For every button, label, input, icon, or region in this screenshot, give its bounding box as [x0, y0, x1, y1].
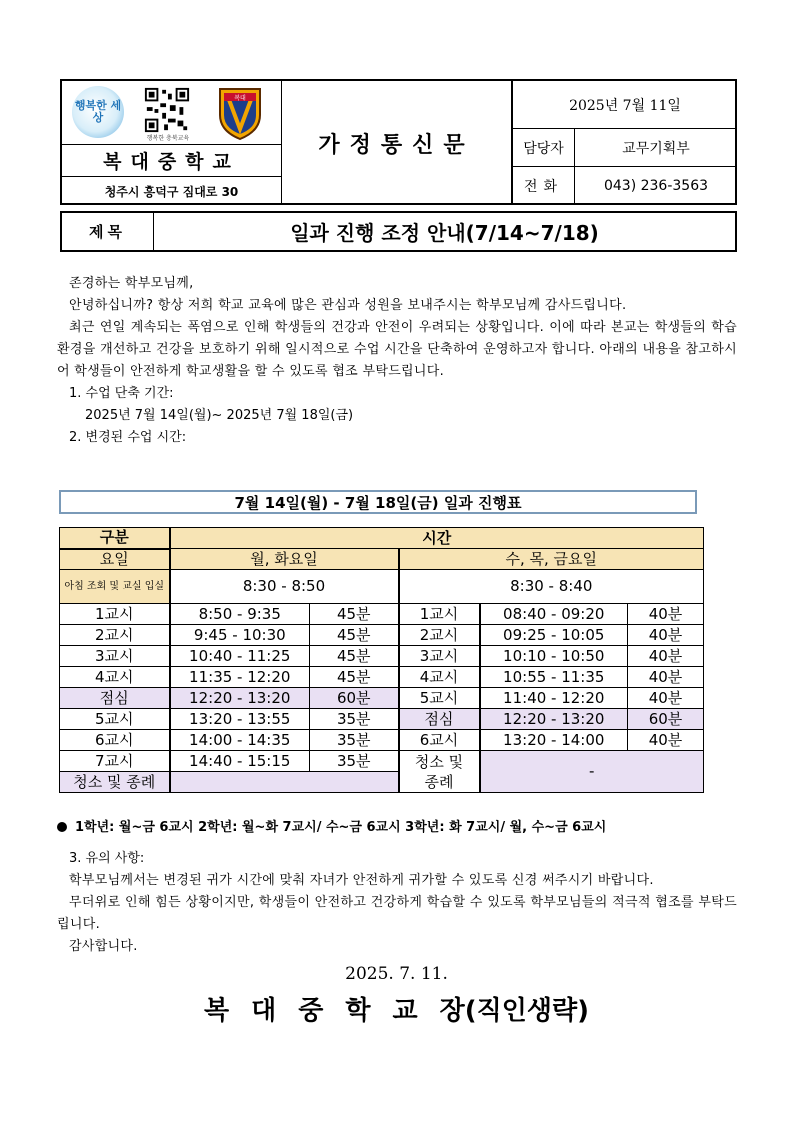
g2-lunch-duration: 60분	[628, 709, 704, 730]
day-row	[60, 549, 704, 570]
subject-box	[60, 211, 737, 252]
g1-period-time: 10:40 - 11:25	[170, 646, 310, 667]
g2-cleanup-value: -	[480, 751, 704, 793]
paragraph-thanks: 안녕하십니까? 항상 저희 학교 교육에 많은 관심과 성원을 보내주시는 학부모님께 감사드립니다.	[69, 298, 627, 313]
g2-period-time: 08:40 - 09:20	[480, 604, 628, 625]
g2-period-time: 10:55 - 11:35	[480, 667, 628, 688]
g1-period-time: 8:50 - 9:35	[170, 604, 310, 625]
closing-thanks: 감사합니다.	[69, 939, 138, 954]
assembly-label: 아침 조회 및 교실 입실	[60, 570, 170, 604]
subject-label: 제목	[62, 213, 154, 250]
g1-period-duration: 35분	[310, 709, 399, 730]
emblem-text: 복대	[234, 95, 246, 102]
g2-period-duration: 40분	[628, 625, 704, 646]
g1-period-duration: 45분	[310, 667, 399, 688]
manager-label: 담당자	[513, 129, 575, 167]
table-row	[60, 688, 704, 709]
g2-period-time: 11:40 - 12:20	[480, 688, 628, 709]
group2-days: 수, 목, 금요일	[399, 549, 704, 570]
assembly-group1: 8:30 - 8:50	[170, 570, 399, 604]
item-changed-time: 2. 변경된 수업 시간:	[69, 430, 187, 445]
table-row	[60, 667, 704, 688]
phone-value: 043) 236-3563	[603, 178, 709, 194]
g2-period-duration: 40분	[628, 688, 704, 709]
g1-lunch-time: 12:20 - 13:20	[170, 688, 310, 709]
g1-period-label: 6교시	[60, 730, 170, 751]
table-header-row	[60, 528, 704, 549]
g2-period-time: 13:20 - 14:00	[480, 730, 628, 751]
g2-period-label: 4교시	[399, 667, 480, 688]
signature-name	[0, 990, 793, 1027]
g2-lunch-label: 점심	[399, 709, 480, 730]
header-category: 구분	[60, 528, 170, 549]
g2-period-label: 6교시	[399, 730, 480, 751]
g2-period-label: 1교시	[399, 604, 480, 625]
education-slogan-logo: 행복한 세상	[72, 86, 124, 138]
letter-body	[57, 273, 737, 449]
manager-value: 교무기획부	[575, 129, 737, 167]
g1-cleanup-label: 청소 및 종례	[60, 772, 170, 793]
g1-lunch-duration: 60분	[310, 688, 399, 709]
g2-period-label: 3교시	[399, 646, 480, 667]
caution-1: 학부모님께서는 변경된 귀가 시간에 맞춰 자녀가 안전하게 귀가할 수 있도록 신경 써주시기 바랍니다.	[69, 873, 654, 888]
table-row	[60, 604, 704, 625]
day-label: 요일	[60, 549, 170, 570]
signature-suffix: 장(직인생략)	[439, 996, 589, 1026]
g2-period-duration: 40분	[628, 604, 704, 625]
cautions-heading: 3. 유의 사항:	[69, 851, 145, 866]
header-time: 시간	[170, 528, 704, 549]
g2-period-label: 5교시	[399, 688, 480, 709]
grade-note-text: 1학년: 월~금 6교시 2학년: 월~화 7교시/ 수~금 6교시 3학년: 화 7교시/ 월, 수~금 6교시	[75, 820, 607, 835]
g1-period-time: 13:20 - 13:55	[170, 709, 310, 730]
g1-period-duration: 45분	[310, 604, 399, 625]
g1-period-duration: 45분	[310, 625, 399, 646]
g1-period-label: 1교시	[60, 604, 170, 625]
g2-period-duration: 40분	[628, 730, 704, 751]
assembly-row	[60, 570, 704, 604]
g1-period-duration: 35분	[310, 751, 399, 772]
letter-header	[60, 79, 737, 205]
grade-note	[57, 816, 606, 835]
paragraph-main: 최근 연일 계속되는 폭염으로 인해 학생들의 건강과 안전이 우려되는 상황입니다. 이에 따라 본교는 학생들의 학습 환경을 개선하고 건강을 보호하기 위해 일시적으로 수업 시간을 단축하여 운영하고자 합니다. 아래의 내용을 참고하시어 학생들이 안전하게 학교생활을 할 수 있도록 협조 부탁드립니다.	[57, 320, 737, 379]
greeting: 존경하는 학부모님께,	[69, 276, 194, 291]
item-period: 1. 수업 단축 기간:	[69, 386, 174, 401]
cautions	[57, 848, 737, 958]
g1-lunch-label: 점심	[60, 688, 170, 709]
table-row	[60, 730, 704, 751]
g1-period-label: 4교시	[60, 667, 170, 688]
issue-date: 2025년 7월 11일	[513, 81, 737, 129]
schedule-table	[59, 527, 704, 793]
table-row	[60, 751, 704, 772]
g1-period-time: 14:40 - 15:15	[170, 751, 310, 772]
g2-period-duration: 40분	[628, 667, 704, 688]
phone-label: 전화	[513, 167, 575, 205]
g2-period-duration: 40분	[628, 646, 704, 667]
qr-caption: 행복한 충북교육	[146, 135, 190, 142]
g1-period-time: 9:45 - 10:30	[170, 625, 310, 646]
caution-2: 무더위로 인해 힘든 상황이지만, 학생들이 안전하고 건강하게 학습할 수 있도록 학부모님들의 적극적 협조를 부탁드립니다.	[57, 895, 737, 932]
g2-period-time: 09:25 - 10:05	[480, 625, 628, 646]
g1-period-time: 14:00 - 14:35	[170, 730, 310, 751]
signature-school: 복대중학교	[204, 996, 440, 1026]
school-address: 청주시 흥덕구 짐대로 30	[62, 177, 282, 205]
subject-value: 일과 진행 조정 안내(7/14~7/18)	[290, 221, 599, 245]
document-title: 가정통신문	[282, 81, 513, 205]
schedule-title: 7월 14일(월) - 7월 18일(금) 일과 진행표	[59, 490, 697, 514]
g2-period-time: 10:10 - 10:50	[480, 646, 628, 667]
g2-lunch-time: 12:20 - 13:20	[480, 709, 628, 730]
g1-period-duration: 35분	[310, 730, 399, 751]
table-row	[60, 646, 704, 667]
g1-period-label: 2교시	[60, 625, 170, 646]
g1-period-duration: 45분	[310, 646, 399, 667]
g1-period-time: 11:35 - 12:20	[170, 667, 310, 688]
assembly-group2: 8:30 - 8:40	[399, 570, 704, 604]
item-period-detail: 2025년 7월 14일(월)~ 2025년 7월 18일(금)	[85, 408, 354, 423]
table-row	[60, 625, 704, 646]
g2-cleanup-label: 청소 및 종례	[399, 751, 480, 793]
school-emblem-icon	[218, 85, 262, 141]
table-row	[60, 709, 704, 730]
g1-period-label: 5교시	[60, 709, 170, 730]
g2-period-label: 2교시	[399, 625, 480, 646]
g1-cleanup-value	[170, 772, 399, 793]
group1-days: 월, 화요일	[170, 549, 399, 570]
logo-area	[62, 81, 282, 145]
g1-period-label: 7교시	[60, 751, 170, 772]
g1-period-label: 3교시	[60, 646, 170, 667]
signature-date: 2025. 7. 11.	[345, 964, 448, 984]
school-name: 복대중학교	[62, 145, 282, 177]
bullet-icon	[57, 822, 67, 832]
qr-code-icon	[142, 86, 192, 134]
